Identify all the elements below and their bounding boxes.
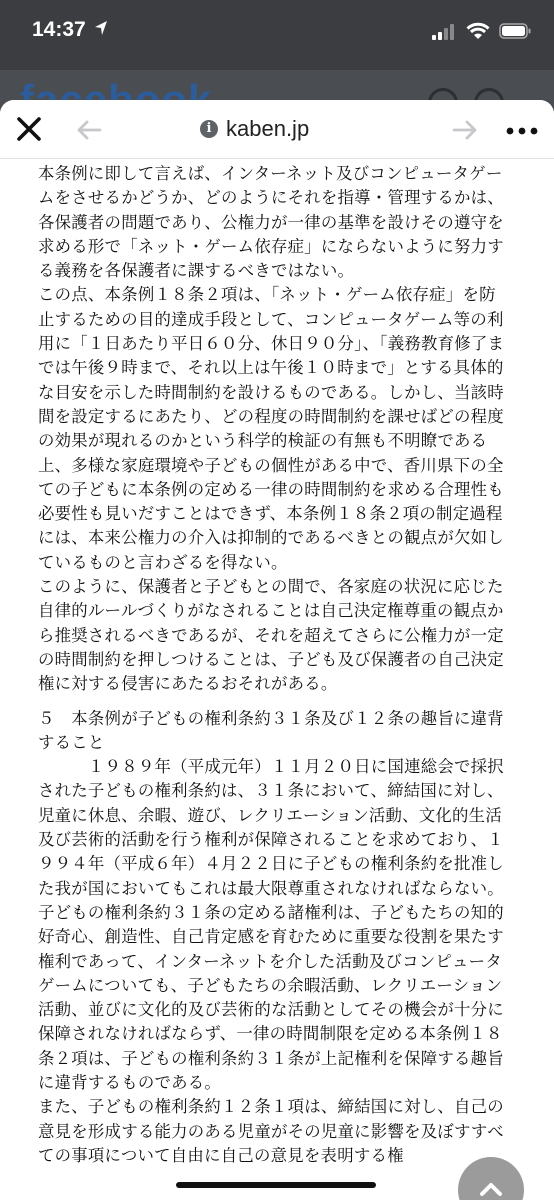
article-paragraph: 子どもの権利条約３１条の定める諸権利は、子どもたちの知的好奇心、創造性、自己肯定感を育むために重要な役割を果たす権利であって、インターネットを介した活動及びコンピュータゲームについても、子どもたちの余暇活動、レクリエーション活動、並びに文化的及び芸術的な活動としてその機会が十分に保障されなければならず、一律の時間制限を定める本条例１８条２項は、子どもの権利条約３１条が上記権利を保障する趣旨に違背するものである。 — [38, 902, 504, 1092]
article-paragraph: 本条例に即して言えば、インターネット及びコンピュータゲームをさせるかどうか、どのようにそれを指導・管理するかは、各保護者の問題であり、公権力が一律の基準を設けその遵守を求める形で「ネット・ゲーム依存症」にならないように努力する義務を各保護者に課するべきではない。 — [38, 164, 504, 281]
article-paragraph: １９８９年（平成元年）１１月２０日に国連総会で採択された子どもの権利条約は、３１条において、締結国に対し、児童に休息、余暇、遊び、レクリエーション活動、文化的生活及び芸術的活動を行う権利が保障されることを求めており、１９９４年（平成６年）４月２２日に子どもの権利条約を批准した我が国においてもこれは最大限尊重されなければならない。 — [38, 757, 504, 898]
browser-toolbar — [0, 100, 554, 159]
info-icon[interactable]: i — [200, 120, 218, 138]
battery-icon — [499, 23, 531, 39]
close-icon[interactable] — [16, 116, 42, 142]
section-heading: ５ 本条例が子どもの権利条約３１条及び１２条の趣旨に違背すること — [38, 708, 504, 752]
more-options-icon[interactable] — [506, 127, 538, 135]
back-arrow-icon[interactable] — [76, 119, 102, 141]
status-bar — [0, 0, 554, 70]
home-indicator — [176, 1182, 376, 1188]
article-paragraph: この点、本条例１８条２項は、「ネット・ゲーム依存症」を防止するための目的達成手段として、コンピュータゲーム等の利用に「１日あたり平日６０分、休日９０分」、「義務教育修了までは午後９時まで、それ以上は午後１０時まで」とする具体的な目安を示した時間制約を設けるものである。しかし、当該時間を設定するにあたり、どの程度の時間制約を課せばどの程度の効果が現れるのかという科学的検証の有無も不明瞭である上、多様な家庭環境や子どもの個性がある中で、香川県下の全ての子どもに本条例の定める一律の時間制約を求める合理性も必要性も見いだすことはできず、本条例１８条２項の制定過程には、本来公権力の介入は抑制的であるべきとの観点が欠如しているものと言わざるを得ない。 — [38, 285, 505, 572]
forward-arrow-icon[interactable] — [452, 119, 478, 141]
cellular-signal-icon — [432, 24, 454, 40]
chevron-up-icon — [479, 1179, 503, 1200]
article-paragraph: また、子どもの権利条約１２条１項は、締結国に対し、自己の意見を形成する能力のある児童がその児童に影響を及ぼすすべての事項について自由に自己の意見を表明する権 — [38, 1097, 504, 1165]
browser-sheet — [0, 100, 554, 1200]
url-bar[interactable] — [200, 114, 309, 144]
url-text: kaben.jp — [226, 116, 310, 141]
wifi-icon — [466, 22, 490, 40]
status-time: 14:37 — [32, 18, 86, 41]
article-paragraph: このように、保護者と子どもとの間で、各家庭の状況に応じた自律的ルールづくりがなされることは自己決定権尊重の観点から推奨されるべきであるが、それを超えてさらに公権力が一定の時間制約を押しつけることは、子ども及び保護者の自己決定権に対する侵害にあたるおそれがある。 — [38, 577, 504, 694]
location-arrow-icon — [94, 20, 108, 36]
article-body — [38, 162, 508, 1168]
